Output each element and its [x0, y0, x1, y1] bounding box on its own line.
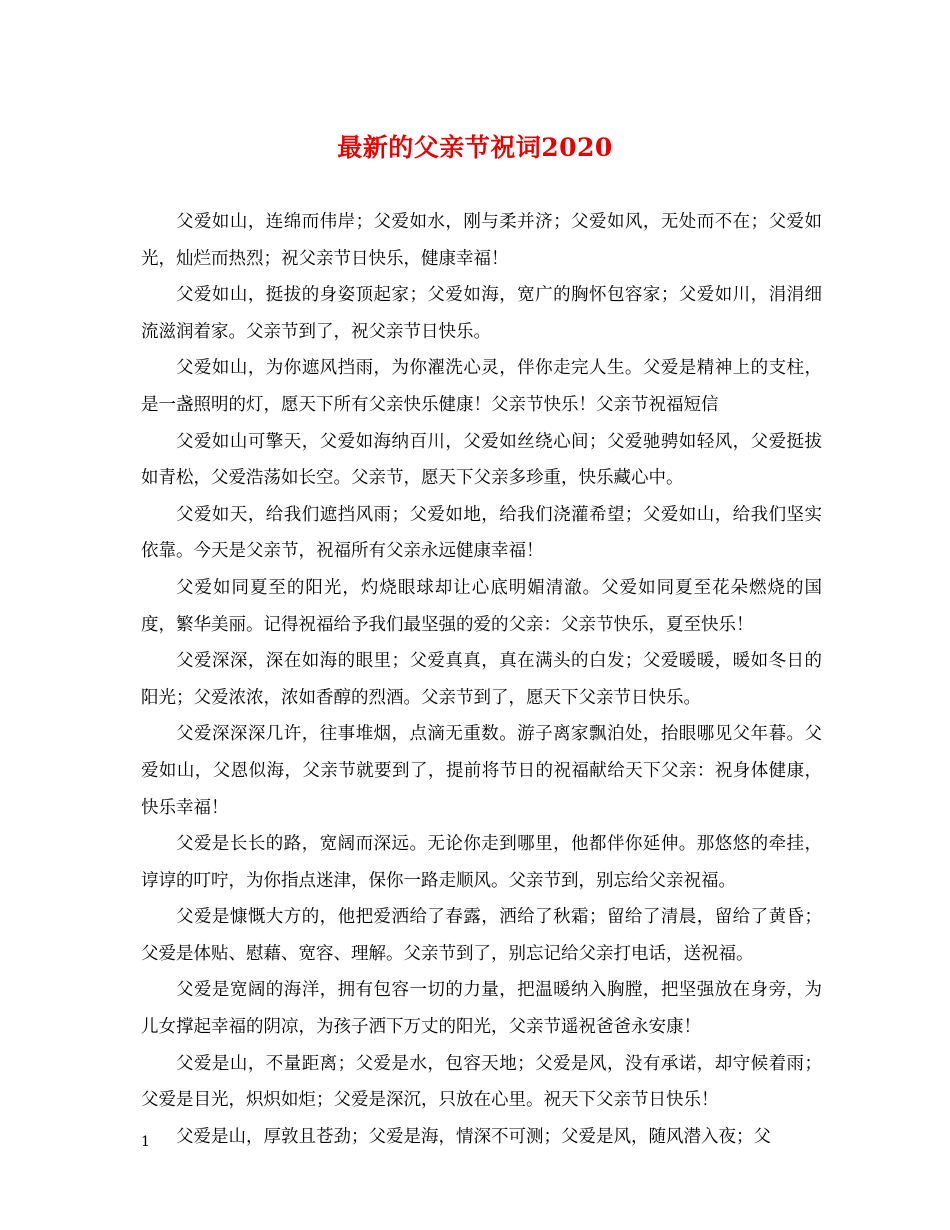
paragraph: 父爱如山可擎天，父爱如海纳百川，父爱如丝绕心间；父爱驰骋如轻风，父爱挺拔如青松，父爱浩荡如长空。父亲节，愿天下父亲多珍重，快乐藏心中。	[141, 431, 822, 489]
page-number: 1	[141, 1134, 150, 1150]
paragraph: 父爱如山，为你遮风挡雨，为你濯洗心灵，伴你走完人生。父爱是精神上的支柱，是一盏照明的灯，愿天下所有父亲快乐健康！父亲节快乐！父亲节祝福短信	[141, 358, 822, 415]
paragraph: 父爱是宽阔的海洋，拥有包容一切的力量，把温暖纳入胸膛，把坚强放在身旁，为儿女撑起幸福的阴凉，为孩子洒下万丈的阳光，父亲节遥祝爸爸永安康！	[141, 980, 822, 1038]
paragraph: 父爱是山，不量距离；父爱是水，包容天地；父爱是风，没有承诺，却守候着雨；父爱是目光，炽炽如炬；父爱是深沉，只放在心里。祝天下父亲节日快乐！	[141, 1053, 822, 1111]
document-body	[141, 204, 822, 1155]
document-title: 最新的父亲节祝词2020	[337, 133, 613, 162]
paragraph: 父爱是长长的路，宽阔而深远。无论你走到哪里，他都伴你延伸。那悠悠的牵挂，谆谆的叮咛，为你指点迷津，保你一路走顺风。父亲节到，别忘给父亲祝福。	[141, 834, 822, 891]
paragraph: 父爱如山，连绵而伟岸；父爱如水，刚与柔并济；父爱如风，无处而不在；父爱如光，灿烂而热烈；祝父亲节日快乐，健康幸福！	[141, 212, 822, 269]
paragraph: 父爱是慷慨大方的，他把爱洒给了春露，洒给了秋霜；留给了清晨，留给了黄昏；父爱是体贴、慰藉、宽容、理解。父亲节到了，别忘记给父亲打电话，送祝福。	[141, 907, 822, 964]
paragraph: 父爱如山，挺拔的身姿顶起家；父爱如海，宽广的胸怀包容家；父爱如川，涓涓细流滋润着家。父亲节到了，祝父亲节日快乐。	[141, 285, 822, 342]
paragraph: 父爱深深深几许，往事堆烟，点滴无重数。游子离家飘泊处，抬眼哪见父年暮。父爱如山，父恩似海，父亲节就要到了，提前将节日的祝福献给天下父亲：祝身体健康，快乐幸福！	[141, 724, 822, 818]
paragraph: 父爱深深，深在如海的眼里；父爱真真，真在满头的白发；父爱暖暖，暖如冬日的阳光；父爱浓浓，浓如香醇的烈酒。父亲节到了，愿天下父亲节日快乐。	[141, 651, 822, 708]
paragraph: 父爱如天，给我们遮挡风雨；父爱如地，给我们浇灌希望；父爱如山，给我们坚实依靠。今天是父亲节，祝福所有父亲永远健康幸福！	[141, 504, 822, 562]
paragraph: 父爱是山，厚敦且苍劲；父爱是海，情深不可测；父爱是风，随风潜入夜；父	[176, 1126, 771, 1147]
paragraph: 父爱如同夏至的阳光，灼烧眼球却让心底明媚清澈。父爱如同夏至花朵燃烧的国度，繁华美丽。记得祝福给予我们最坚强的爱的父亲：父亲节快乐，夏至快乐！	[141, 577, 822, 635]
